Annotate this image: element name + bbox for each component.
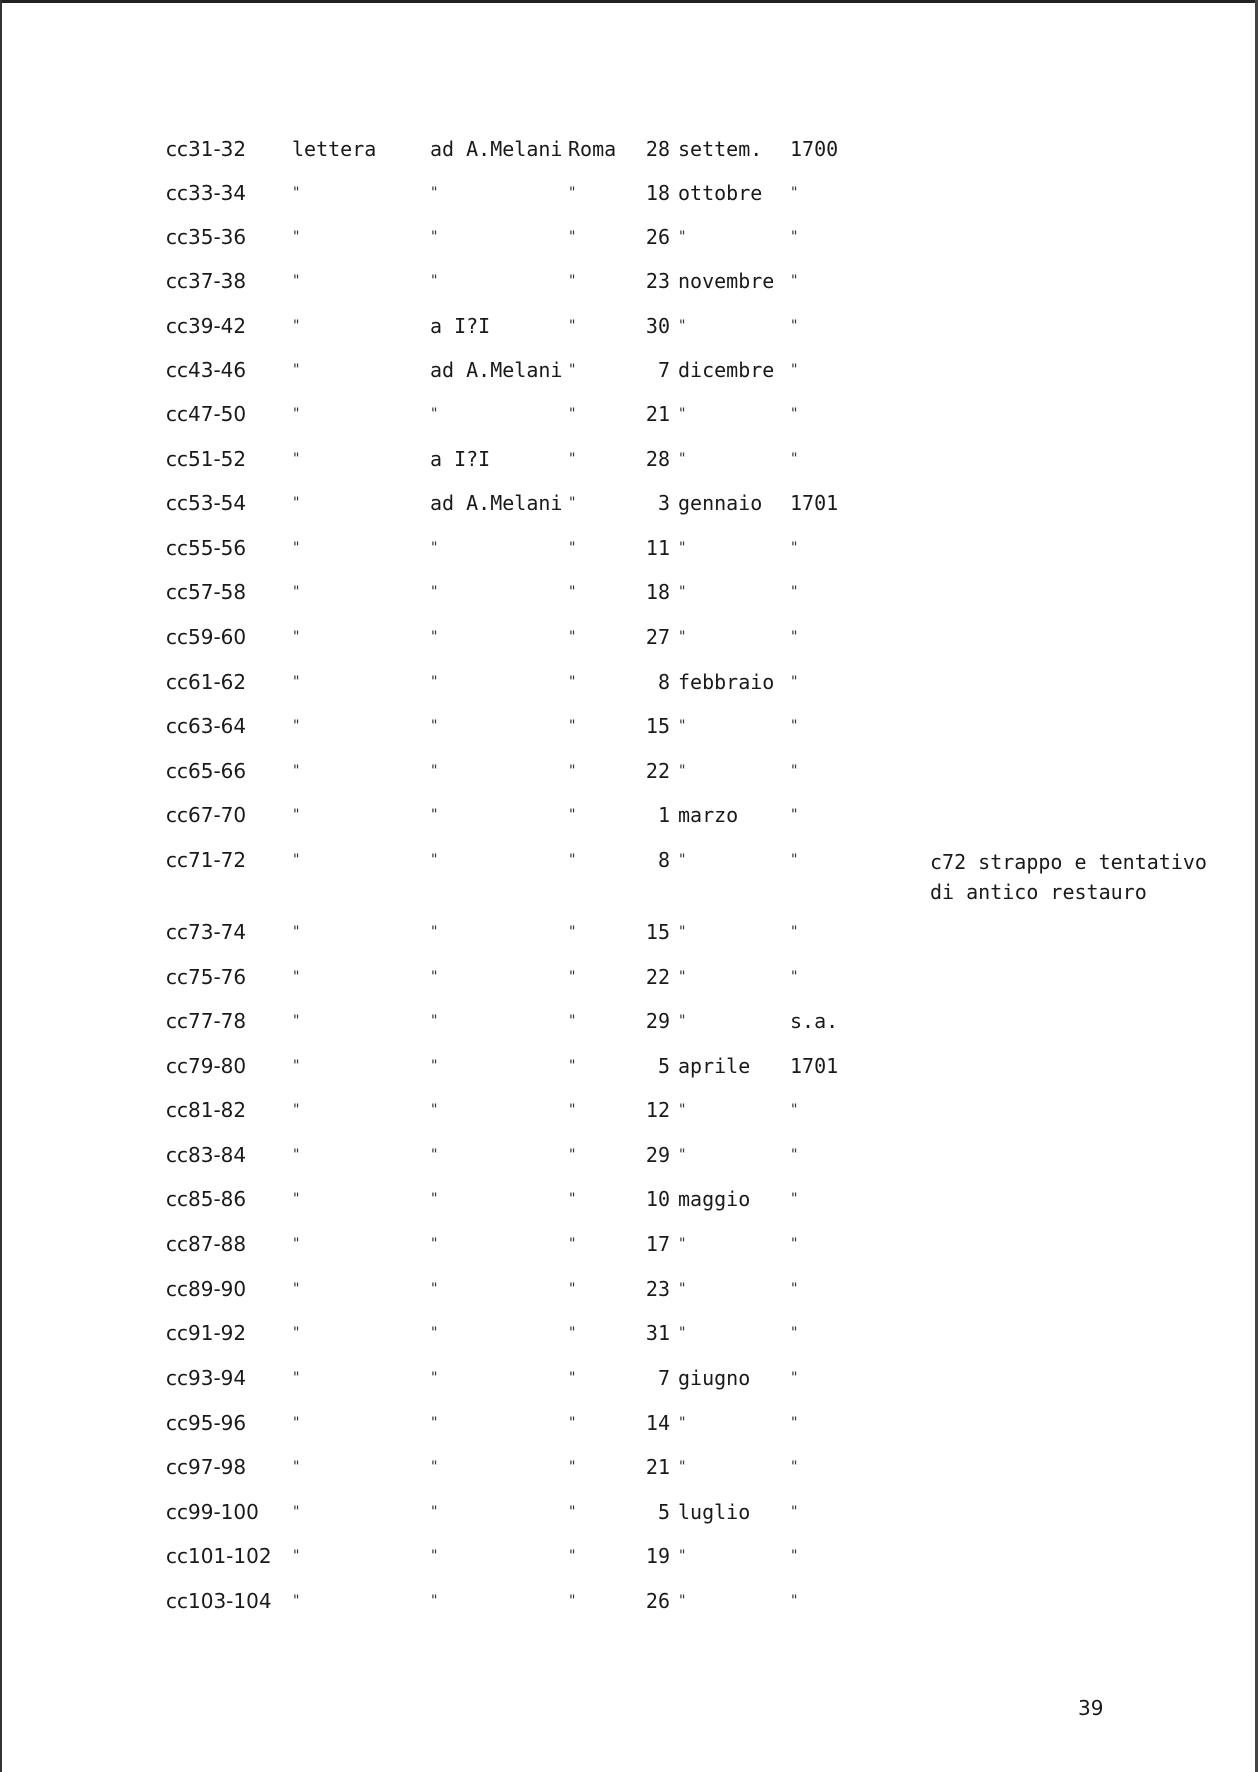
table-row [0,622,1258,652]
cell-recipient: " [430,852,439,868]
cell-recipient: ad A.Melani [430,358,563,382]
cell-year: 1701 [790,1054,839,1078]
cell-type: " [292,1325,301,1341]
cell-type: lettera [292,137,377,161]
cell-day: 22 [645,759,670,783]
table-row [0,1408,1258,1438]
cell-month: " [678,1325,687,1341]
cell-type: " [292,185,301,201]
cell-day: 1 [657,803,670,827]
table-row [0,399,1258,429]
cell-day: 18 [645,580,670,604]
cell-place: " [568,1058,577,1074]
cell-recipient: " [430,1415,439,1431]
cell-month: " [678,318,687,334]
cell-day: 28 [645,447,670,471]
cell-place: " [568,1102,577,1118]
cell-day: 28 [645,137,670,161]
cell-year: " [790,1548,799,1564]
table-row [0,488,1258,518]
cell-cc: cc97-98 [166,1455,247,1479]
cell-year: 1700 [790,137,839,161]
cell-year: " [790,1281,799,1297]
cell-cc: cc87-88 [166,1232,247,1256]
cell-day: 23 [645,1277,670,1301]
cell-year: " [790,718,799,734]
cell-year: " [790,1593,799,1609]
cell-place: " [568,763,577,779]
table-row [0,355,1258,385]
table-row [0,1452,1258,1482]
cell-type: " [292,1281,301,1297]
cell-year: " [790,229,799,245]
table-row [0,1006,1258,1036]
cell-month: " [678,540,687,556]
cell-year: " [790,1325,799,1341]
table-row [0,1318,1258,1348]
cell-day: 21 [645,1455,670,1479]
cell-type: " [292,1459,301,1475]
cell-place: " [568,1147,577,1163]
cell-year: " [790,540,799,556]
cell-month: marzo [678,803,739,827]
table-row [0,1541,1258,1571]
cell-month: " [678,1013,687,1029]
cell-recipient: " [430,540,439,556]
cell-recipient: a I?I [430,447,491,471]
cell-type: " [292,362,301,378]
table-row [0,800,1258,830]
cell-month: febbraio [678,670,775,694]
cell-day: 23 [645,269,670,293]
cell-type: " [292,273,301,289]
table-row [0,1274,1258,1304]
cell-place: " [568,629,577,645]
cell-type: " [292,318,301,334]
table-row [0,134,1258,164]
cell-recipient: ad A.Melani [430,137,563,161]
cell-day: 14 [645,1411,670,1435]
cell-place: " [568,1593,577,1609]
cell-day: 29 [645,1009,670,1033]
cell-type: " [292,229,301,245]
cell-day: 7 [657,358,670,382]
cell-cc: cc65-66 [166,759,247,783]
cell-place: " [568,451,577,467]
cell-cc: cc33-34 [166,181,247,205]
cell-month: maggio [678,1187,751,1211]
cell-cc: cc57-58 [166,580,247,604]
cell-recipient: " [430,406,439,422]
cell-place: " [568,1325,577,1341]
cell-type: " [292,1058,301,1074]
cell-cc: cc67-70 [166,803,247,827]
cell-day: 30 [645,314,670,338]
cell-recipient: " [430,629,439,645]
page-number: 39 [1078,1696,1104,1720]
table-row [0,1184,1258,1214]
cell-recipient: " [430,1058,439,1074]
cell-type: " [292,1548,301,1564]
cell-place: " [568,362,577,378]
cell-month: " [678,406,687,422]
cell-type: " [292,540,301,556]
table-row [0,962,1258,992]
cell-year: 1701 [790,491,839,515]
cell-year: " [790,763,799,779]
cell-month: " [678,584,687,600]
cell-recipient: " [430,1236,439,1252]
cell-place: " [568,1459,577,1475]
cell-place: Roma [568,137,617,161]
cell-place: " [568,318,577,334]
cell-place: " [568,674,577,690]
cell-year: " [790,674,799,690]
cell-month: " [678,969,687,985]
cell-cc: cc103-104 [166,1589,272,1613]
cell-cc: cc53-54 [166,491,247,515]
cell-month: aprile [678,1054,751,1078]
cell-cc: cc71-72 [166,848,247,872]
cell-day: 3 [657,491,670,515]
cell-month: " [678,229,687,245]
cell-recipient: " [430,969,439,985]
cell-month: ottobre [678,181,763,205]
cell-year: " [790,1504,799,1520]
cell-month: " [678,718,687,734]
cell-type: " [292,1593,301,1609]
cell-day: 15 [645,920,670,944]
cell-recipient: " [430,1459,439,1475]
cell-cc: cc93-94 [166,1366,247,1390]
cell-type: " [292,718,301,734]
cell-recipient: ad A.Melani [430,491,563,515]
cell-day: 17 [645,1232,670,1256]
cell-cc: cc81-82 [166,1098,247,1122]
cell-day: 31 [645,1321,670,1345]
cell-place: " [568,1504,577,1520]
cell-year: " [790,1191,799,1207]
cell-day: 11 [645,536,670,560]
table-row [0,1051,1258,1081]
cell-recipient: " [430,584,439,600]
cell-type: " [292,1236,301,1252]
cell-month: " [678,1593,687,1609]
cell-recipient: " [430,807,439,823]
table-row [0,1497,1258,1527]
cell-type: " [292,674,301,690]
cell-day: 26 [645,225,670,249]
cell-place: " [568,540,577,556]
table-row [0,917,1258,947]
cell-type: " [292,1147,301,1163]
cell-month: " [678,924,687,940]
table-row [0,1586,1258,1616]
cell-type: " [292,629,301,645]
cell-year: s.a. [790,1009,839,1033]
cell-cc: cc35-36 [166,225,247,249]
cell-month: " [678,1548,687,1564]
cell-place: " [568,229,577,245]
cell-year: " [790,1102,799,1118]
cell-recipient: " [430,1191,439,1207]
cell-recipient: " [430,1548,439,1564]
table-row [0,756,1258,786]
cell-month: novembre [678,269,775,293]
cell-month: " [678,763,687,779]
table-row [0,222,1258,252]
cell-place: " [568,1191,577,1207]
cell-year: " [790,1236,799,1252]
cell-type: " [292,1370,301,1386]
cell-year: " [790,362,799,378]
cell-year: " [790,629,799,645]
cell-year: " [790,969,799,985]
cell-place: " [568,584,577,600]
cell-month: " [678,1459,687,1475]
cell-place: " [568,924,577,940]
cell-year: " [790,185,799,201]
cell-recipient: " [430,1504,439,1520]
table-row [0,533,1258,563]
cell-type: " [292,1415,301,1431]
cell-cc: cc63-64 [166,714,247,738]
cell-place: " [568,495,577,511]
cell-recipient: a I?I [430,314,491,338]
row-annotation: di antico restauro [930,880,1147,904]
cell-place: " [568,406,577,422]
cell-place: " [568,1370,577,1386]
cell-month: gennaio [678,491,763,515]
cell-year: " [790,451,799,467]
cell-type: " [292,584,301,600]
cell-cc: cc89-90 [166,1277,247,1301]
cell-type: " [292,852,301,868]
cell-cc: cc79-80 [166,1054,247,1078]
table-row [0,1095,1258,1125]
cell-type: " [292,763,301,779]
cell-type: " [292,807,301,823]
cell-cc: cc91-92 [166,1321,247,1345]
cell-month: settem. [678,137,763,161]
cell-day: 15 [645,714,670,738]
cell-cc: cc37-38 [166,269,247,293]
cell-recipient: " [430,1370,439,1386]
cell-month: " [678,1236,687,1252]
cell-recipient: " [430,1013,439,1029]
cell-type: " [292,1504,301,1520]
cell-type: " [292,406,301,422]
cell-day: 7 [657,1366,670,1390]
cell-recipient: " [430,1281,439,1297]
cell-cc: cc101-102 [166,1544,272,1568]
cell-month: luglio [678,1500,751,1524]
cell-month: " [678,1281,687,1297]
cell-year: " [790,852,799,868]
cell-place: " [568,185,577,201]
cell-cc: cc77-78 [166,1009,247,1033]
cell-year: " [790,584,799,600]
cell-cc: cc59-60 [166,625,247,649]
cell-cc: cc99-100 [166,1500,259,1524]
cell-year: " [790,1415,799,1431]
cell-day: 10 [645,1187,670,1211]
cell-cc: cc51-52 [166,447,247,471]
cell-year: " [790,1147,799,1163]
cell-cc: cc85-86 [166,1187,247,1211]
cell-recipient: " [430,229,439,245]
cell-month: " [678,1415,687,1431]
cell-recipient: " [430,1102,439,1118]
cell-recipient: " [430,674,439,690]
cell-day: 21 [645,402,670,426]
cell-recipient: " [430,1325,439,1341]
cell-month: " [678,852,687,868]
cell-type: " [292,969,301,985]
cell-cc: cc47-50 [166,402,247,426]
cell-month: giugno [678,1366,751,1390]
cell-day: 8 [657,848,670,872]
cell-cc: cc61-62 [166,670,247,694]
cell-type: " [292,924,301,940]
table-row [0,266,1258,296]
cell-cc: cc55-56 [166,536,247,560]
cell-cc: cc43-46 [166,358,247,382]
cell-year: " [790,273,799,289]
cell-type: " [292,451,301,467]
table-row [0,1363,1258,1393]
cell-place: " [568,1236,577,1252]
table-row [0,577,1258,607]
cell-cc: cc39-42 [166,314,247,338]
cell-day: 8 [657,670,670,694]
cell-cc: cc73-74 [166,920,247,944]
table-row [0,1140,1258,1170]
cell-month: dicembre [678,358,775,382]
table-row [0,311,1258,341]
cell-place: " [568,1281,577,1297]
cell-month: " [678,1102,687,1118]
cell-type: " [292,1191,301,1207]
cell-cc: cc31-32 [166,137,247,161]
cell-recipient: " [430,924,439,940]
cell-recipient: " [430,1593,439,1609]
cell-type: " [292,495,301,511]
cell-year: " [790,318,799,334]
table-row [0,178,1258,208]
row-annotation: c72 strappo e tentativo [930,850,1207,874]
table-row [0,711,1258,741]
cell-day: 26 [645,1589,670,1613]
cell-recipient: " [430,763,439,779]
cell-cc: cc75-76 [166,965,247,989]
cell-recipient: " [430,718,439,734]
cell-year: " [790,1459,799,1475]
cell-recipient: " [430,273,439,289]
cell-day: 27 [645,625,670,649]
cell-recipient: " [430,1147,439,1163]
cell-year: " [790,807,799,823]
cell-place: " [568,852,577,868]
cell-year: " [790,1370,799,1386]
cell-day: 29 [645,1143,670,1167]
cell-day: 12 [645,1098,670,1122]
cell-place: " [568,1548,577,1564]
cell-month: " [678,1147,687,1163]
cell-recipient: " [430,185,439,201]
cell-year: " [790,924,799,940]
cell-cc: cc95-96 [166,1411,247,1435]
cell-day: 5 [657,1054,670,1078]
table-row [0,667,1258,697]
cell-day: 22 [645,965,670,989]
cell-type: " [292,1013,301,1029]
cell-day: 18 [645,181,670,205]
cell-place: " [568,718,577,734]
cell-place: " [568,273,577,289]
table-row [0,444,1258,474]
cell-place: " [568,969,577,985]
cell-type: " [292,1102,301,1118]
cell-day: 5 [657,1500,670,1524]
table-row [0,1229,1258,1259]
cell-day: 19 [645,1544,670,1568]
cell-cc: cc83-84 [166,1143,247,1167]
cell-place: " [568,807,577,823]
cell-month: " [678,451,687,467]
cell-place: " [568,1013,577,1029]
cell-place: " [568,1415,577,1431]
cell-year: " [790,406,799,422]
cell-month: " [678,629,687,645]
